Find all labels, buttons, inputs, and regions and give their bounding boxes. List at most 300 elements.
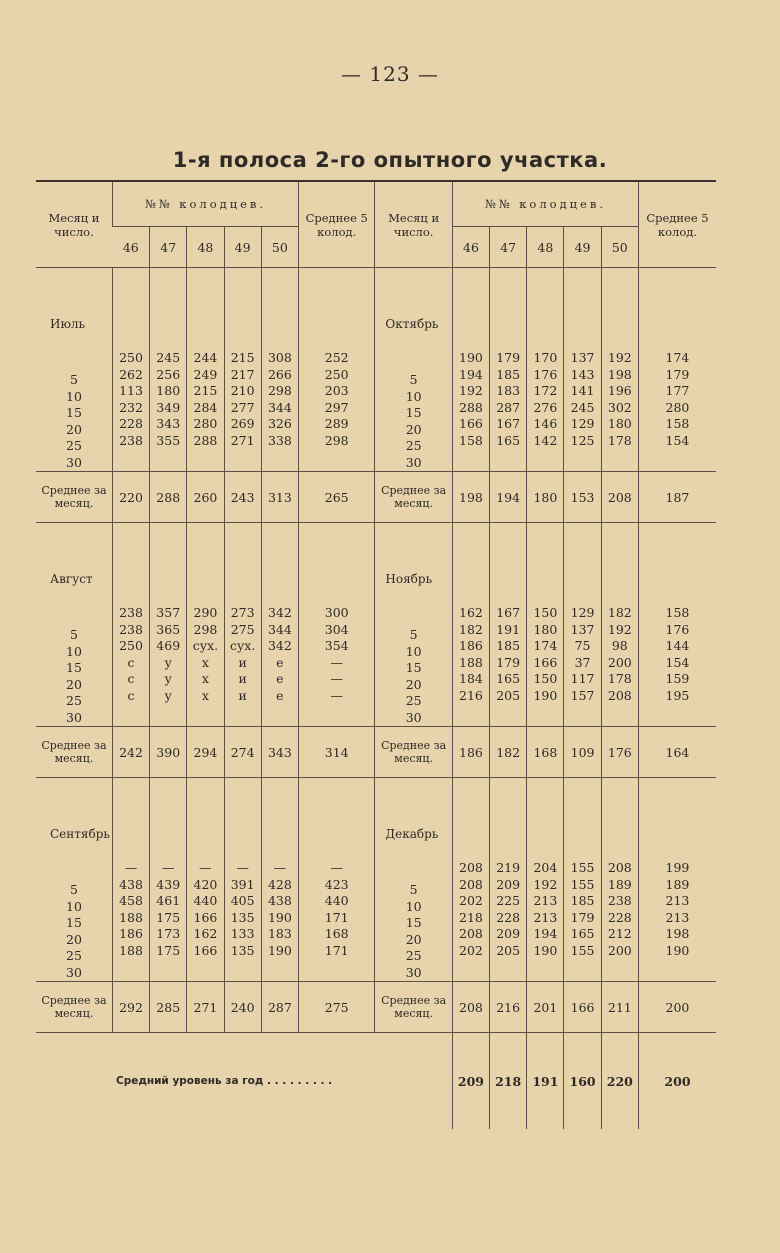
table-cell-value: 129 (570, 605, 595, 620)
cell-lines (564, 523, 600, 704)
well-column (452, 268, 489, 472)
table-cell-value: 15 (405, 405, 422, 420)
table-cell-value: 20 (66, 931, 82, 947)
table-cell-value: 190 (459, 350, 483, 365)
spacer (527, 778, 563, 860)
well-number: 50 (601, 227, 638, 268)
table-cell-value: 262 (119, 366, 143, 382)
table-cell-value: и (238, 687, 247, 703)
cell-lines (602, 523, 638, 704)
avg-mean: 265 (299, 472, 375, 523)
table-cell-value: 344 (267, 621, 292, 637)
table-cell-value: 10 (66, 388, 82, 404)
avg-value: 182 (490, 727, 527, 778)
spacer (564, 778, 600, 860)
table-cell-value: 25 (66, 948, 82, 963)
cell-lines (639, 778, 716, 959)
well-column (150, 778, 187, 982)
well-number: 46 (452, 227, 489, 268)
table-cell-value: 210 (230, 383, 255, 398)
table-cell-value: 232 (119, 399, 143, 415)
table-cell-value: 215 (193, 383, 218, 398)
month-name: Ноябрь (385, 572, 433, 586)
cell-lines (527, 523, 563, 704)
table-cell-value: 245 (570, 399, 595, 415)
avg-value: 216 (490, 982, 527, 1033)
mean-column (299, 523, 375, 727)
spacer (453, 778, 489, 860)
table-cell-value: 200 (607, 654, 632, 670)
spacer (639, 268, 716, 350)
well-column (150, 523, 187, 727)
year-value: 218 (490, 1033, 527, 1130)
table-cell-value: с (127, 671, 135, 686)
table-cell-value: 5 (409, 882, 418, 897)
table-cell-value: 289 (324, 416, 349, 431)
data-table-wrapper (36, 180, 716, 1129)
mean-column (638, 778, 716, 982)
yearly-average-row (36, 1033, 716, 1130)
table-cell-value: 304 (324, 621, 349, 637)
avg-mean: 275 (299, 982, 375, 1033)
table-cell-value: 188 (119, 909, 143, 925)
table-cell-value: 158 (459, 432, 483, 448)
table-cell-value: 271 (230, 432, 255, 448)
cell-lines (36, 778, 112, 981)
avg-value: 274 (224, 727, 261, 778)
cell-lines (299, 523, 374, 704)
spacer (453, 268, 489, 350)
table-cell-value: 165 (496, 432, 521, 448)
table-cell-value: 179 (665, 366, 690, 382)
table-cell-value: 438 (119, 876, 143, 892)
month-block-row (36, 778, 716, 982)
table-cell-value: 357 (156, 605, 181, 620)
day-column (36, 778, 112, 982)
table-cell-value: 189 (665, 876, 690, 892)
well-column (490, 268, 527, 472)
year-mean: 200 (638, 1033, 716, 1130)
water-level-table (36, 180, 716, 1129)
well-number: 47 (490, 227, 527, 268)
header-mean-right: Среднее 5 колод. (638, 181, 716, 268)
table-cell-value: 238 (119, 621, 143, 637)
well-number: 49 (224, 227, 261, 268)
table-cell-value: 10 (66, 643, 82, 659)
table-cell-value: 15 (66, 660, 82, 675)
avg-value: 313 (261, 472, 298, 523)
table-cell-value: 354 (324, 638, 349, 653)
table-cell-value: 175 (156, 942, 181, 958)
table-cell-value: 342 (267, 605, 292, 620)
cell-lines (490, 778, 526, 959)
table-cell-value: 10 (66, 898, 82, 914)
avg-value: 186 (452, 727, 489, 778)
mean-column (299, 268, 375, 472)
spacer (490, 778, 526, 860)
table-cell-value: 196 (607, 383, 632, 398)
cell-lines (490, 268, 526, 449)
well-column (564, 268, 601, 472)
table-cell-value: 20 (66, 676, 82, 692)
cell-lines (36, 268, 112, 471)
table-cell-value: 288 (459, 399, 483, 415)
table-cell-value: — (330, 860, 343, 875)
spacer (639, 523, 716, 605)
year-value: 220 (601, 1033, 638, 1130)
table-cell-value: 10 (405, 388, 422, 404)
avg-value: 390 (150, 727, 187, 778)
table-cell-value: 194 (459, 366, 483, 382)
table-cell-value: 137 (570, 621, 595, 637)
table-cell-value: 25 (66, 438, 82, 453)
table-cell-value: 208 (607, 860, 632, 875)
table-cell-value: 215 (230, 350, 255, 365)
well-column (261, 268, 298, 472)
table-cell-value: с (127, 687, 135, 703)
cell-lines (262, 523, 298, 704)
table-cell-value: 185 (570, 893, 595, 908)
table-cell-value: у (164, 687, 172, 703)
well-column (564, 778, 601, 982)
day-column (375, 268, 452, 472)
table-cell-value: 5 (69, 882, 78, 897)
table-cell-value: 25 (66, 693, 82, 708)
header-wells-right: №№ колодцев. (452, 181, 638, 227)
avg-label: Среднее за месяц. (36, 472, 112, 523)
spacer (113, 268, 149, 350)
well-number: 49 (564, 227, 601, 268)
spacer (639, 778, 716, 860)
table-cell-value: 300 (324, 605, 349, 620)
table-cell-value: 277 (230, 399, 255, 415)
table-cell-value: 186 (459, 638, 483, 653)
cell-lines (490, 523, 526, 704)
table-cell-value: 192 (533, 876, 558, 892)
table-cell-value: 213 (533, 893, 558, 908)
month-name: Октябрь (385, 317, 439, 331)
table-cell-value: 423 (324, 876, 349, 892)
table-cell-value: 184 (459, 671, 483, 686)
header-mean-left: Среднее 5 колод. (299, 181, 375, 268)
year-label: Средний уровень за год . . . . . . . . . (36, 1033, 452, 1130)
avg-label: Среднее за месяц. (375, 472, 452, 523)
table-cell-value: 180 (607, 416, 632, 431)
table-cell-value: 180 (533, 621, 558, 637)
day-column (36, 523, 112, 727)
avg-value: 271 (187, 982, 224, 1033)
table-cell-value: 98 (611, 638, 628, 653)
table-cell-value: 188 (119, 942, 143, 958)
table-cell-value: 192 (607, 621, 632, 637)
cell-lines (639, 268, 716, 449)
cell-lines (150, 523, 186, 704)
month-name: Сентябрь (50, 827, 110, 841)
spacer (113, 523, 149, 605)
table-cell-value: 25 (405, 438, 422, 453)
table-cell-value: 355 (156, 432, 181, 448)
table-cell-value: — (199, 860, 212, 875)
spacer (299, 523, 374, 605)
well-column (601, 778, 638, 982)
well-number: 48 (527, 227, 564, 268)
table-cell-value: 298 (324, 432, 349, 448)
table-cell-value: 191 (496, 621, 521, 637)
table-cell-value: 5 (409, 627, 418, 642)
table-cell-value: 199 (665, 860, 690, 875)
well-column (261, 523, 298, 727)
table-cell-value: е (276, 687, 284, 703)
table-cell-value: 225 (496, 893, 521, 908)
cell-lines (113, 523, 149, 704)
table-cell-value: 190 (665, 942, 690, 958)
spacer (299, 268, 374, 350)
table-cell-value: 228 (496, 909, 521, 925)
cell-lines (375, 268, 451, 471)
table-cell-value: 135 (230, 909, 255, 925)
table-cell-value: 212 (607, 926, 632, 941)
table-cell-value: 228 (119, 416, 143, 431)
cell-lines (527, 778, 563, 959)
table-cell-value: 238 (119, 432, 143, 448)
table-cell-value: 218 (459, 909, 483, 925)
cell-lines (453, 778, 489, 959)
table-cell-value: 298 (193, 621, 218, 637)
table-cell-value: 338 (267, 432, 292, 448)
table-cell-value: 179 (570, 909, 595, 925)
table-cell-value: 172 (533, 383, 558, 398)
avg-value: 220 (112, 472, 149, 523)
avg-mean: 200 (638, 982, 716, 1033)
avg-value: 240 (224, 982, 261, 1033)
well-column (261, 778, 298, 982)
table-cell-value: 20 (405, 421, 422, 437)
table-cell-value: 343 (156, 416, 181, 431)
spacer (262, 523, 298, 605)
table-cell-value: 154 (665, 432, 690, 448)
table-cell-value: 166 (459, 416, 483, 431)
table-cell-value: 5 (69, 372, 78, 387)
table-cell-value: 391 (230, 876, 255, 892)
table-cell-value: 135 (230, 942, 255, 958)
table-cell-value: 144 (665, 638, 690, 653)
cell-lines (453, 523, 489, 704)
table-cell-value: 179 (496, 654, 521, 670)
table-cell-value: 250 (324, 366, 349, 382)
spacer (225, 523, 261, 605)
avg-value: 294 (187, 727, 224, 778)
table-cell-value: 30 (66, 454, 82, 470)
cell-lines (113, 268, 149, 449)
monthly-average-row (36, 727, 716, 778)
cell-lines (225, 778, 261, 959)
table-cell-value: — (124, 860, 138, 875)
table-cell-value: 228 (607, 909, 632, 925)
table-cell-value: 182 (607, 605, 632, 620)
table-cell-value: — (236, 860, 249, 875)
table-cell-value: и (238, 654, 247, 670)
table-cell-value: сух. (229, 638, 256, 653)
table-cell-value: 173 (156, 926, 181, 941)
spacer (225, 778, 261, 860)
table-cell-value: 177 (665, 383, 690, 398)
cell-lines (299, 268, 374, 449)
table-cell-value: 150 (533, 671, 558, 686)
table-cell-value: 202 (459, 942, 483, 958)
table-cell-value: 125 (570, 432, 595, 448)
table-cell-value: 428 (267, 876, 292, 892)
table-cell-value: 203 (324, 383, 349, 398)
well-column (224, 268, 261, 472)
cell-lines (262, 268, 298, 449)
spacer (187, 268, 223, 350)
cell-lines (36, 523, 112, 726)
table-cell-value: 205 (496, 942, 521, 958)
table-cell-value: 194 (533, 926, 558, 941)
table-cell-value: 440 (324, 893, 349, 908)
well-column (452, 778, 489, 982)
table-cell-value: 213 (665, 893, 690, 908)
spacer (299, 778, 374, 860)
spacer (602, 523, 638, 605)
table-cell-value: 25 (405, 693, 422, 708)
table-cell-value: — (330, 671, 343, 686)
table-cell-value: 30 (405, 709, 422, 725)
table-cell-value: и (238, 671, 247, 686)
avg-value: 198 (452, 472, 489, 523)
table-cell-value: 273 (230, 605, 255, 620)
table-cell-value: 440 (193, 893, 218, 908)
well-column (490, 778, 527, 982)
table-cell-value: у (164, 654, 172, 670)
table-cell-value: 209 (496, 926, 521, 941)
table-cell-value: с (127, 654, 135, 670)
table-cell-value: 245 (156, 350, 181, 365)
avg-value: 243 (224, 472, 261, 523)
table-cell-value: 249 (193, 366, 218, 382)
table-cell-value: 141 (570, 383, 595, 398)
table-cell-value: 458 (119, 893, 143, 908)
table-cell-value: 174 (665, 350, 690, 365)
cell-lines (299, 778, 374, 959)
table-cell-value: 37 (574, 654, 591, 670)
table-cell-value: 209 (496, 876, 521, 892)
avg-mean: 164 (638, 727, 716, 778)
table-cell-value: 219 (496, 860, 521, 875)
avg-value: 211 (601, 982, 638, 1033)
table-cell-value: 142 (533, 432, 558, 448)
spacer (225, 268, 261, 350)
table-cell-value: 10 (405, 643, 422, 659)
cell-lines (564, 268, 600, 449)
header-month-left: Месяц и число. (36, 181, 112, 268)
table-cell-value: 15 (66, 915, 82, 930)
avg-value: 292 (112, 982, 149, 1033)
avg-value: 208 (452, 982, 489, 1033)
well-column (452, 523, 489, 727)
mean-column (638, 523, 716, 727)
spacer (113, 778, 149, 860)
table-cell-value: 179 (496, 350, 521, 365)
mean-column (299, 778, 375, 982)
cell-lines (639, 523, 716, 704)
year-value: 191 (527, 1033, 564, 1130)
well-number: 47 (150, 227, 187, 268)
well-column (112, 523, 149, 727)
table-cell-value: 188 (459, 654, 483, 670)
table-cell-value: 250 (119, 638, 143, 653)
avg-value: 168 (527, 727, 564, 778)
table-cell-value: е (276, 654, 284, 670)
table-cell-value: 297 (324, 399, 349, 415)
well-column (187, 778, 224, 982)
table-cell-value: 117 (570, 671, 595, 686)
table-cell-value: 30 (405, 454, 422, 470)
table-cell-value: 180 (156, 383, 181, 398)
avg-label: Среднее за месяц. (36, 727, 112, 778)
cell-lines (187, 523, 223, 704)
table-cell-value: е (276, 671, 284, 686)
table-cell-value: 30 (405, 964, 422, 980)
spacer (490, 268, 526, 350)
spacer (262, 778, 298, 860)
table-cell-value: 326 (267, 416, 292, 431)
cell-lines (564, 778, 600, 959)
month-block-row (36, 523, 716, 727)
well-number: 50 (261, 227, 298, 268)
table-cell-value: 20 (66, 421, 82, 437)
well-column (564, 523, 601, 727)
page-number: — 123 — (341, 62, 439, 86)
month-name: Декабрь (385, 827, 439, 841)
spacer (453, 523, 489, 605)
header-row-1 (36, 181, 716, 227)
avg-label: Среднее за месяц. (36, 982, 112, 1033)
cell-lines (187, 778, 223, 959)
cell-lines (453, 268, 489, 449)
table-cell-value: 162 (459, 605, 483, 620)
table-cell-value: 20 (405, 931, 422, 947)
table-cell-value: 5 (409, 372, 418, 387)
spacer (150, 778, 186, 860)
table-cell-value: 405 (230, 893, 255, 908)
table-cell-value: 175 (156, 909, 181, 925)
year-value: 209 (452, 1033, 489, 1130)
table-cell-value: 15 (405, 660, 422, 675)
table-cell-value: х (201, 654, 209, 670)
avg-value: 166 (564, 982, 601, 1033)
table-cell-value: 420 (193, 876, 218, 892)
table-cell-value: 190 (533, 687, 558, 703)
table-cell-value: х (201, 671, 209, 686)
table-cell-value: 155 (570, 876, 595, 892)
well-column (187, 523, 224, 727)
table-cell-value: 10 (405, 898, 422, 914)
table-cell-value: 252 (324, 350, 349, 365)
avg-value: 208 (601, 472, 638, 523)
table-cell-value: 165 (496, 671, 521, 686)
table-cell-value: 244 (193, 350, 218, 365)
avg-value: 194 (490, 472, 527, 523)
table-cell-value: — (330, 687, 343, 703)
table-cell-value: 168 (324, 926, 349, 941)
monthly-average-row (36, 982, 716, 1033)
table-cell-value: 198 (607, 366, 632, 382)
cell-lines (225, 268, 261, 449)
spacer (150, 523, 186, 605)
avg-value: 180 (527, 472, 564, 523)
table-cell-value: 166 (193, 909, 218, 925)
